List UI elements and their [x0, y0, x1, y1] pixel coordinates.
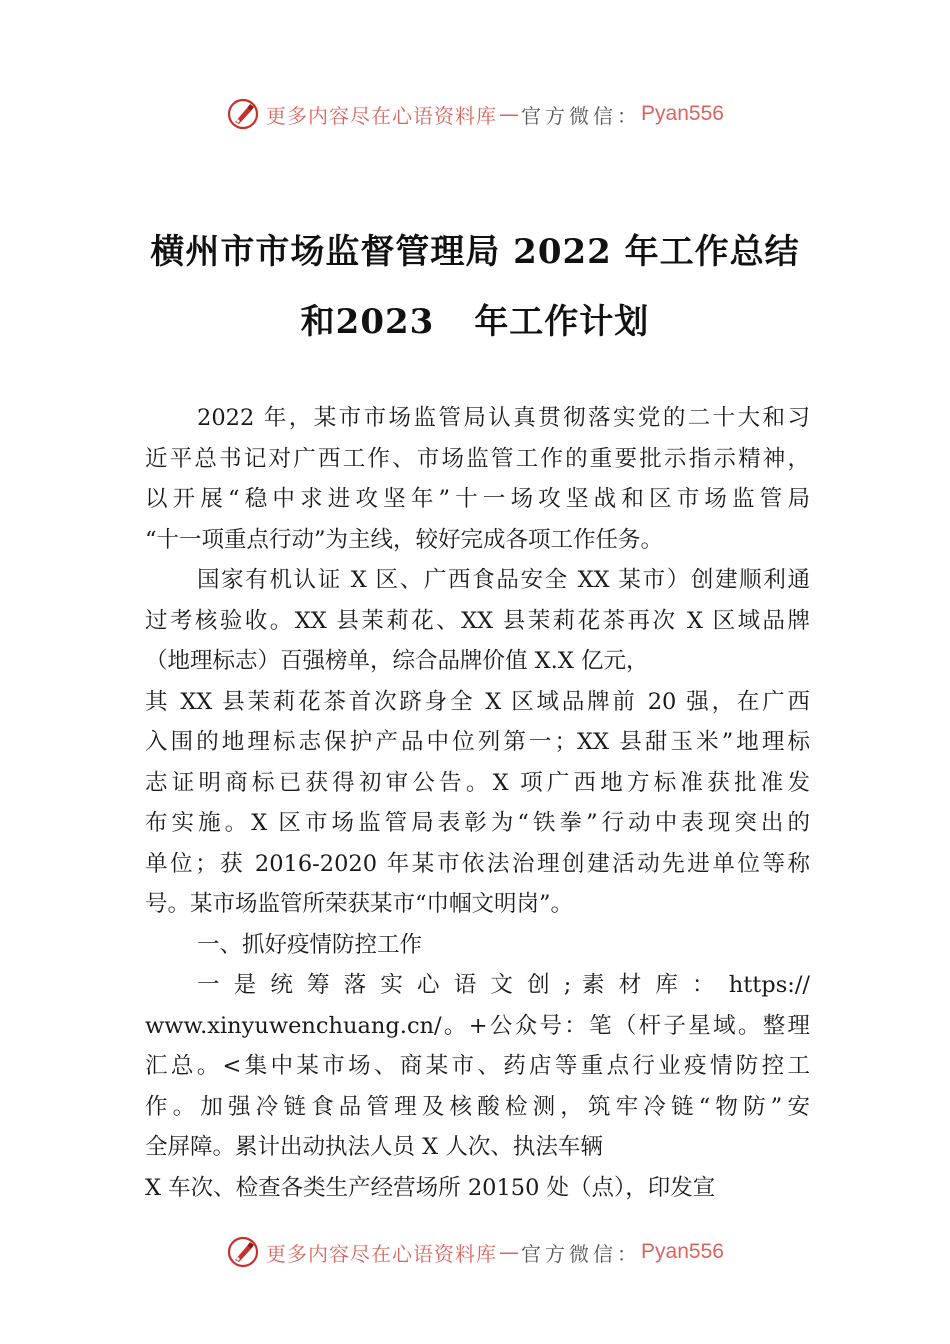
- paragraph-line: 近平总书记对广西工作、市场监管工作的重要批示指示精神，: [145, 445, 810, 472]
- paragraph-line: 以开展“稳中求进攻坚年”十一场攻坚战和区市场监管局: [145, 486, 810, 512]
- paragraph-line: 汇总。<集中某市场、商某市、药店等重点行业疫情防控工: [145, 1053, 810, 1079]
- title-line-2-part-a: 和2023: [300, 302, 435, 342]
- document-title-line-1: 横州市市场监督管理局 2022 年工作总结: [150, 232, 800, 272]
- paragraph-line: X 车次、检查各类生产经营场所 20150 处（点），印发宣: [145, 1174, 716, 1201]
- watermark-text: 更多内容尽在心语资料库: [266, 103, 498, 128]
- paragraph-line: www.xinyuwenchuang.cn/。+公众号：笔（杆子星域。整理: [145, 1012, 810, 1039]
- watermark-label: 官方微信：: [521, 1241, 642, 1266]
- title-line-2-part-b: 年工作计划: [474, 302, 650, 342]
- paragraph-line: 布实施。X 区市场监管局表彰为“铁拳”行动中表现突出的: [145, 810, 810, 836]
- paragraph-line: 作。加强冷链食品管理及核酸检测，筑牢冷链“物防”安: [145, 1093, 810, 1120]
- header-watermark: [0, 94, 950, 134]
- footer-watermark: [0, 1232, 950, 1272]
- pen-nib-logo-icon: [226, 97, 260, 131]
- watermark-text: 更多内容尽在心语资料库: [266, 1241, 498, 1266]
- watermark-separator: —: [499, 102, 520, 126]
- watermark-wechat-id: Pyan556: [641, 102, 724, 125]
- paragraph-line: 2022 年，某市市场监管局认真贯彻落实党的二十大和习: [197, 405, 810, 431]
- paragraph-line: 其 XX 县茉莉花茶首次跻身全 X 区域品牌前 20 强，在广西: [145, 688, 810, 715]
- watermark-label: 官方微信：: [521, 103, 642, 128]
- pen-nib-logo-icon: [226, 1235, 260, 1269]
- paragraph-line: 国家有机认证 X 区、广西食品安全 XX 某市）创建顺利通: [197, 567, 810, 593]
- paragraph-line: 单位；获 2016-2020 年某市依法治理创建活动先进单位等称: [145, 850, 810, 877]
- paragraph-line: （地理标志）百强榜单，综合品牌价值 X.X 亿元，: [145, 648, 649, 674]
- paragraph-line: 志证明商标已获得初审公告。X 项广西地方标准获批准发: [145, 769, 810, 796]
- document-body: [145, 398, 810, 1208]
- paragraph-line: 号。某市场监管所荣获某市“巾帼文明岗”。: [145, 891, 574, 917]
- section-heading: 一、抓好疫情防控工作: [197, 931, 423, 958]
- paragraph-line: 一 是 统 筹 落 实 心 语 文 创 ; 素 材 库 ： https://: [197, 972, 810, 998]
- paragraph-line: 入围的地理标志保护产品中位列第一；XX 县甜玉米”地理标: [145, 729, 810, 755]
- document-title-line-2: [0, 294, 950, 343]
- watermark-wechat-id: Pyan556: [641, 1240, 724, 1263]
- watermark-separator: —: [499, 1240, 520, 1264]
- paragraph-line: 过考核验收。XX 县茉莉花、XX 县茉莉花茶再次 X 区域品牌: [145, 607, 810, 634]
- paragraph-line: 全屏障。累计出动执法人员 X 人次、执法车辆: [145, 1134, 603, 1160]
- paragraph-line: “十一项重点行动”为主线，较好完成各项工作任务。: [145, 526, 664, 553]
